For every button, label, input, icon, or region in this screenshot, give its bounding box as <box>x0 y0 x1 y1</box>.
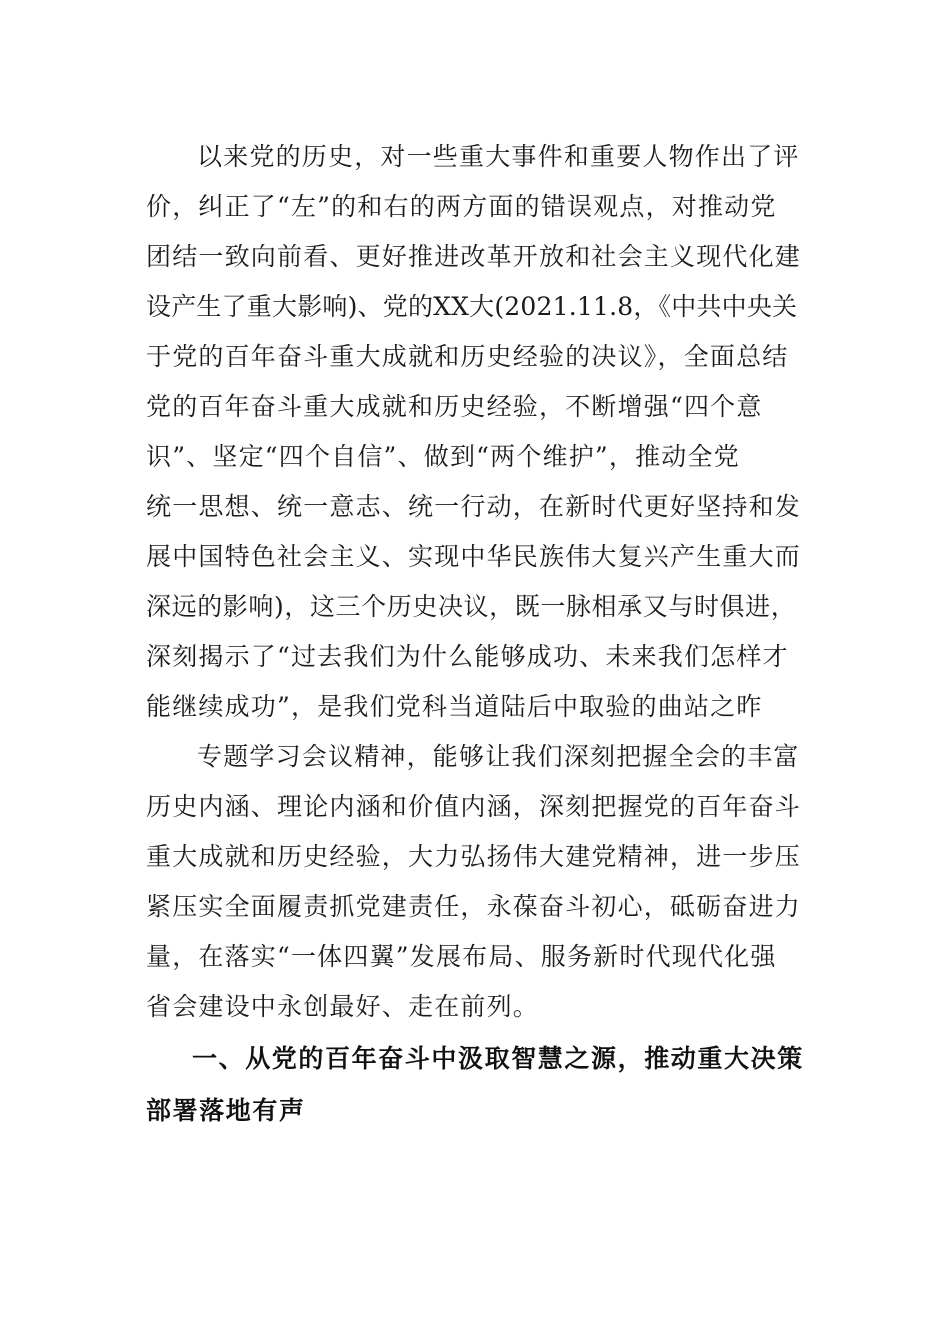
heading-line: 部署落地有声 <box>146 1096 306 1125</box>
paragraph-line: 深远的影响)，这三个历史决议，既一脉相承又与时俱进， <box>146 592 797 621</box>
paragraph-line: 展中国特色社会主义、实现中华民族伟大复兴产生重大而 <box>146 542 802 571</box>
paragraph-line: 能继续成功”，是我们党科当道陆后中取验的曲站之昨 <box>146 692 763 721</box>
paragraph-line: 团结一致向前看、更好推进改革开放和社会主义现代化建 <box>146 242 802 271</box>
paragraph-line: 识”、坚定“四个自信”、做到“两个维护”，推动全党 <box>146 442 740 471</box>
paragraph-line: 深刻揭示了“过去我们为什么能够成功、未来我们怎样才 <box>146 642 789 671</box>
paragraph-line: 于党的百年奋斗重大成就和历史经验的决议》，全面总结 <box>146 342 789 371</box>
paragraph-line: 价，纠正了“左”的和右的两方面的错误观点，对推动党 <box>146 192 777 221</box>
paragraph-line: 紧压实全面履责抓党建责任，永葆奋斗初心，砥砺奋进力 <box>146 892 802 921</box>
paragraph-line: 量，在落实“一体四翼”发展布局、服务新时代现代化强 <box>146 942 777 971</box>
heading-line: 一、从党的百年奋斗中汲取智慧之源，推动重大决策 <box>192 1044 804 1073</box>
paragraph-line: 重大成就和历史经验，大力弘扬伟大建党精神，进一步压 <box>146 842 802 871</box>
paragraph-line: 专题学习会议精神，能够让我们深刻把握全会的丰富 <box>197 742 800 771</box>
paragraph-line: 设产生了重大影响)、党的XX大(2021.11.8，《中共中央关 <box>146 292 798 321</box>
paragraph-line: 统一思想、统一意志、统一行动，在新时代更好坚持和发 <box>146 492 802 521</box>
paragraph-line: 省会建设中永创最好、走在前列。 <box>146 992 540 1021</box>
paragraph-line: 以来党的历史，对一些重大事件和重要人物作出了评 <box>197 142 800 171</box>
paragraph-line: 历史内涵、理论内涵和价值内涵，深刻把握党的百年奋斗 <box>146 792 802 821</box>
paragraph-line: 党的百年奋斗重大成就和历史经验，不断增强“四个意 <box>146 392 763 421</box>
